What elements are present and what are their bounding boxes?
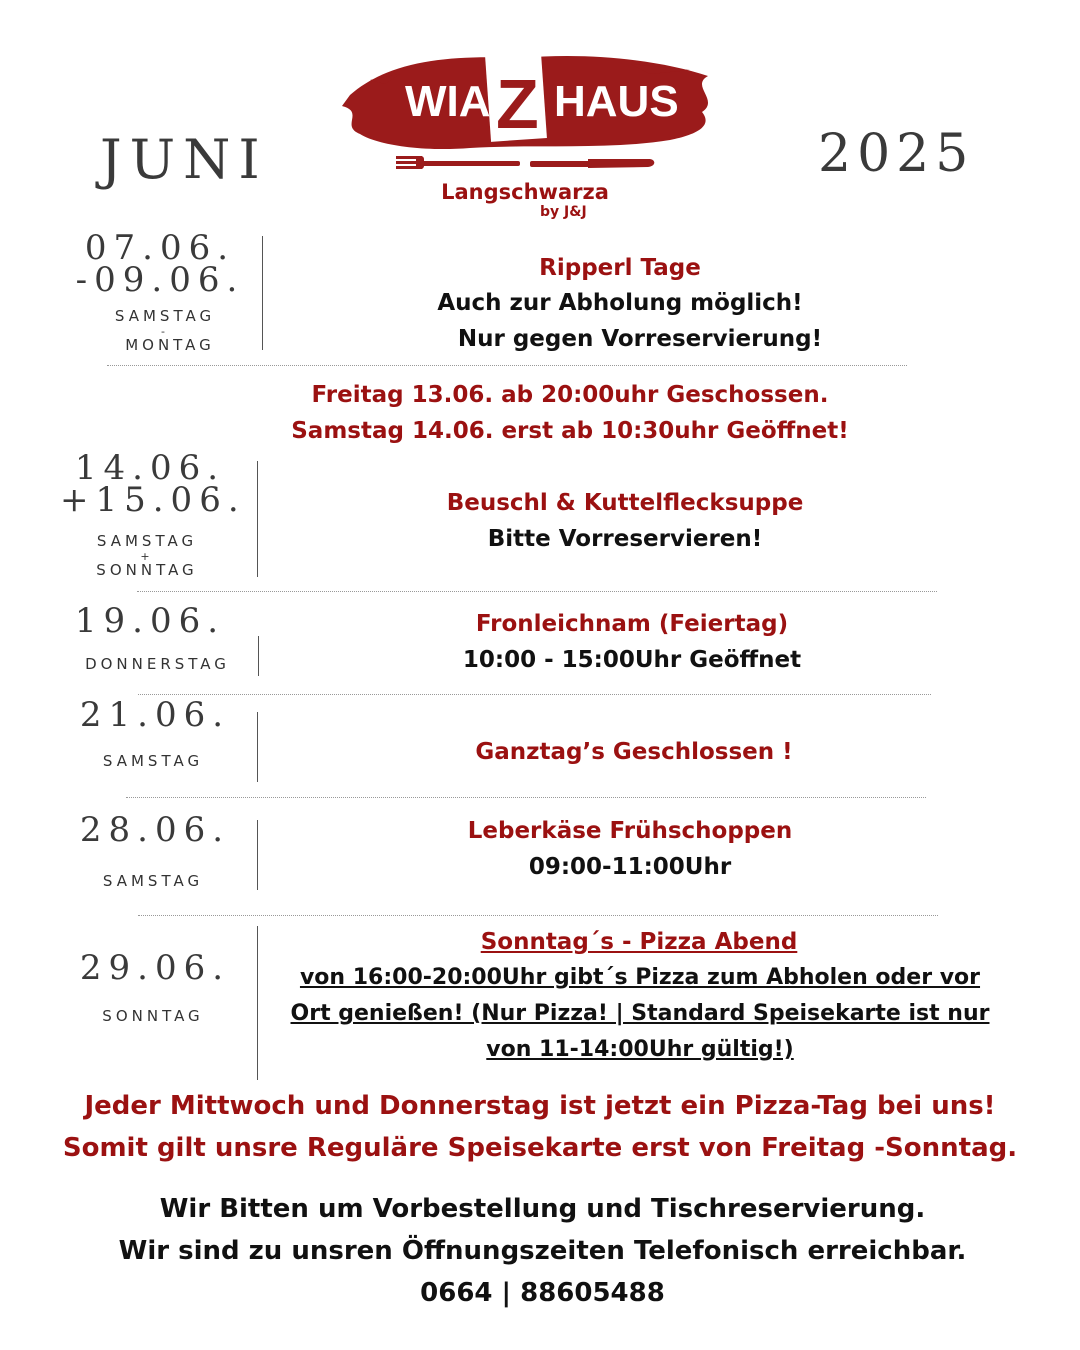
divider-vertical: [257, 820, 258, 890]
event-text: von 16:00-20:00Uhr gibt´s Pizza zum Abholen oder vor: [299, 965, 981, 990]
event-text: Ort genießen! (Nur Pizza! | Standard Speisekarte ist nur: [290, 1001, 990, 1026]
event-text: Nur gegen Vorreservierung!: [457, 326, 823, 352]
event-text: Auch zur Abholung möglich!: [437, 290, 803, 316]
event-date: 07.06.: [84, 228, 236, 268]
divider-vertical: [257, 461, 258, 577]
event-title: Beuschl & Kuttelflecksuppe: [446, 490, 804, 516]
divider-vertical: [257, 926, 258, 1080]
event-day: SAMSTAG: [114, 307, 216, 325]
menu-notice: Somit gilt unsre Reguläre Speisekarte erst von Freitag -Sonntag.: [62, 1133, 1018, 1163]
event-date: 14.06.: [74, 448, 226, 488]
event-date: 28.06.: [79, 810, 231, 850]
event-text: Bitte Vorreservieren!: [487, 526, 763, 552]
reservation-notice: Wir Bitten um Vorbestellung und Tischreservierung.: [159, 1194, 926, 1224]
event-date: 21.06.: [79, 695, 231, 735]
opening-notice: Samstag 14.06. erst ab 10:30uhr Geöffnet!: [291, 418, 849, 444]
phone-hours-notice: Wir sind zu unsren Öffnungszeiten Telefonisch erreichbar.: [118, 1236, 967, 1266]
event-text: 10:00 - 15:00Uhr Geöffnet: [462, 647, 802, 673]
svg-text:Z: Z: [496, 65, 539, 143]
svg-text:WIA: WIA: [405, 77, 491, 126]
pizza-day-notice: Jeder Mittwoch und Donnerstag ist jetzt ein Pizza-Tag bei uns!: [84, 1091, 996, 1121]
month-label: JUNI: [100, 128, 268, 191]
divider-vertical: [258, 636, 259, 676]
logo-byline: by J&J: [540, 204, 587, 220]
divider-vertical: [257, 712, 258, 782]
svg-text:HAUS: HAUS: [554, 77, 679, 126]
event-day: SONNTAG: [102, 1007, 204, 1025]
event-text: 09:00-11:00Uhr: [528, 854, 732, 880]
event-title: Leberkäse Frühschoppen: [467, 818, 793, 844]
event-title: Ripperl Tage: [539, 255, 701, 281]
closure-notice: Freitag 13.06. ab 20:00uhr Geschossen.: [311, 382, 829, 408]
event-day: DONNERSTAG: [85, 655, 230, 673]
event-title: Sonntag´s - Pizza Abend: [480, 929, 798, 955]
event-text: von 11-14:00Uhr gültig!): [486, 1037, 794, 1062]
event-date: 19.06.: [74, 601, 226, 641]
event-day: SAMSTAG: [102, 872, 204, 890]
event-day-end: SONNTAG: [96, 561, 198, 579]
event-date-end: +15.06.: [60, 480, 246, 520]
divider-horizontal: [107, 365, 907, 366]
divider-horizontal: [137, 591, 937, 592]
event-day-end: MONTAG: [125, 336, 215, 354]
divider-horizontal: [126, 797, 926, 798]
year-label: 2025: [818, 124, 975, 184]
day-separator: -: [161, 325, 169, 338]
event-title: Ganztag’s Geschlossen !: [475, 739, 793, 765]
logo-location: Langschwarza: [441, 180, 609, 204]
divider-vertical: [262, 236, 263, 350]
event-title: Fronleichnam (Feiertag): [475, 611, 789, 637]
event-day: SAMSTAG: [96, 532, 198, 550]
event-date: 29.06.: [79, 948, 231, 988]
event-date-end: -09.06.: [75, 260, 245, 300]
phone-number[interactable]: 0664 | 88605488: [420, 1278, 665, 1308]
divider-horizontal: [138, 915, 938, 916]
divider-horizontal: [138, 694, 931, 695]
event-day: SAMSTAG: [102, 752, 204, 770]
day-separator: +: [140, 550, 154, 563]
